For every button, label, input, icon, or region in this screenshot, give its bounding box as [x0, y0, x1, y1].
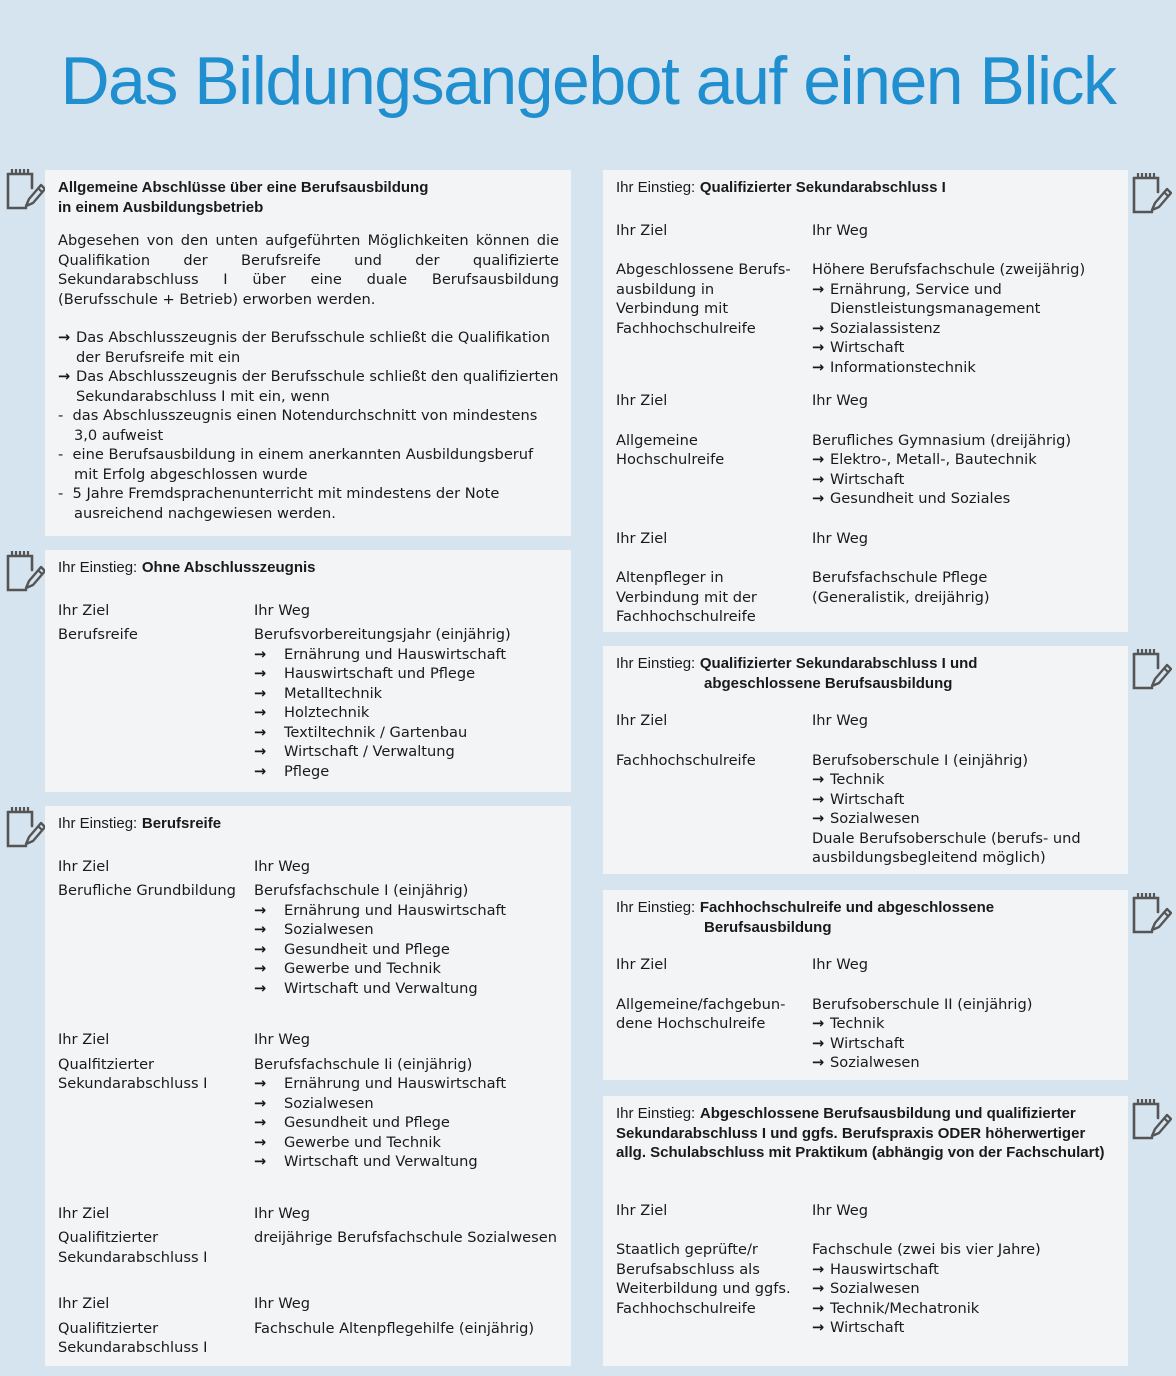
way-value: dreijährige Berufsfachschule Sozialwesen: [254, 1229, 557, 1246]
list-item: → Holztechnik: [254, 703, 559, 723]
card-fachschule: [603, 1096, 1128, 1366]
way-value: Berufsoberschule I (einjährig): [812, 751, 1029, 769]
way-label: Ihr Weg: [812, 392, 869, 409]
list-item: → Wirtschaft: [812, 338, 1116, 358]
list-item: → Gesundheit und Pflege: [254, 1113, 559, 1133]
way-value: Berufliches Gymnasium (dreijährig): [812, 431, 1072, 449]
entry-header: Ihr Einstieg: Abgeschlossene Berufsausbildung und qualifizierter Sekundarabschluss I und ggfs. Berufspraxis ODER höherwertiger allg. Schulabschluss mit Praktikum (abhängig von der Fachschulart): [616, 1105, 1105, 1161]
list-item: → Ernährung und Hauswirtschaft: [254, 1074, 559, 1094]
goal-label: Ihr Ziel: [58, 1031, 110, 1048]
goal-label: Ihr Ziel: [616, 956, 668, 973]
goal-value: Berufsreife: [58, 626, 138, 643]
notepad-pencil-icon: [1128, 170, 1172, 216]
list-item: → Das Abschlusszeugnis der Berufsschule schließt den qualifizierten Sekundarabschluss I mit ein, wenn: [58, 367, 559, 406]
list-item: - eine Berufsausbildung in einem anerkannten Ausbildungsberuf mit Erfolg abgeschlossen wurde: [58, 446, 534, 483]
goal-label: Ihr Ziel: [616, 1201, 668, 1219]
way-label: Ihr Weg: [812, 712, 869, 729]
intro-text: Abgesehen von den unten aufgeführten Möglichkeiten können die Qualifikation der Berufsreife und der qualifizierte Sekundarabschluss I über eine duale Berufsausbildung (Berufsschule + Betrieb) erworben werden.: [58, 232, 559, 308]
way-label: Ihr Weg: [812, 956, 869, 973]
list-item: - das Abschlusszeugnis einen Notendurchschnitt von mindestens 3,0 aufweist: [58, 407, 538, 444]
way-value: Berufsvorbereitungsjahr (einjährig): [254, 626, 511, 643]
entry-header: Ihr Einstieg: Qualifizierter Sekundarabschluss I: [616, 179, 946, 196]
way-label: Ihr Weg: [254, 857, 311, 875]
way-value: Berufsfachschule I (einjährig): [254, 882, 469, 899]
entry-header: Ihr Einstieg: Fachhochschulreife und abgeschlossene Berufsausbildung: [616, 899, 995, 936]
list-item: → Wirtschaft: [812, 1034, 1116, 1054]
list-item: → Hauswirtschaft: [812, 1260, 1116, 1280]
list-item: → Das Abschlusszeugnis der Berufsschule schließt die Qualifikation der Berufsreife mit ein: [58, 328, 559, 367]
goal-value: Qualfitzierter Sekundarabschluss I: [58, 1055, 208, 1092]
list-item: → Metalltechnik: [254, 684, 559, 704]
list-item: → Wirtschaft: [812, 1318, 1116, 1338]
way-label: Ihr Weg: [254, 1295, 311, 1312]
list-item: → Wirtschaft / Verwaltung: [254, 742, 559, 762]
goal-value: Abgeschlossene Berufs-ausbildung in Verbindung mit Fachhochschulreife: [616, 261, 791, 337]
notepad-pencil-icon: [1128, 890, 1172, 936]
card-berufsreife: [45, 806, 571, 1366]
list-item: → Sozialwesen: [812, 1279, 1116, 1299]
way-value: Fachschule (zwei bis vier Jahre): [812, 1241, 1041, 1258]
card-general: [45, 170, 571, 536]
list-item: → Gesundheit und Soziales: [812, 489, 1116, 509]
way-value: Berufsoberschule II (einjährig): [812, 995, 1033, 1013]
goal-label: Ihr Ziel: [616, 529, 668, 547]
list-item: → Sozialwesen: [812, 809, 1116, 829]
list-item: → Wirtschaft und Verwaltung: [254, 979, 559, 999]
entry-header: Ihr Einstieg: Qualifizierter Sekundarabschluss I und abgeschlossene Berufsausbildung: [616, 655, 978, 692]
list-item: → Pflege: [254, 762, 559, 782]
way-label: Ihr Weg: [812, 221, 869, 239]
way-value: Berufsfachschule Ii (einjährig): [254, 1055, 473, 1073]
goal-value: Qualifitzierter Sekundarabschluss I: [58, 1229, 208, 1266]
entry-header: Ihr Einstieg: Berufsreife: [58, 815, 222, 832]
card-qual-sek-1-berufsausbildung: [603, 646, 1128, 874]
card-qual-sek-1: [603, 170, 1128, 632]
way-extra: Duale Berufsoberschule (berufs- und ausbildungsbegleitend möglich): [812, 829, 1081, 866]
list-item: → Wirtschaft: [812, 470, 1116, 490]
card-heading: Allgemeine Abschlüsse über eine Berufsausbildung in einem Ausbildungsbetrieb: [58, 179, 429, 216]
list-item: → Wirtschaft und Verwaltung: [254, 1152, 559, 1172]
way-label: Ihr Weg: [812, 529, 869, 547]
card-fachhochschulreife: [603, 890, 1128, 1080]
way-value: Berufsfachschule Pflege (Generalistik, dreijährig): [812, 569, 990, 606]
list-item: → Hauswirtschaft und Pflege: [254, 664, 559, 684]
list-item: - 5 Jahre Fremdsprachenunterricht mit mindestens der Note ausreichend nachgewiesen werden.: [58, 485, 500, 522]
list-item: → Ernährung und Hauswirtschaft: [254, 901, 559, 921]
goal-value: Allgemeine Hochschulreife: [616, 431, 725, 468]
list-item: → Elektro-, Metall-, Bautechnik: [812, 450, 1116, 470]
notepad-pencil-icon: [1128, 646, 1172, 692]
list-item: → Gesundheit und Pflege: [254, 940, 559, 960]
list-item: → Informationstechnik: [812, 358, 1116, 378]
goal-value: Qualifitzierter Sekundarabschluss I: [58, 1319, 208, 1356]
goal-value: Altenpfleger in Verbindung mit der Fachhochschulreife: [616, 569, 757, 625]
goal-label: Ihr Ziel: [616, 712, 668, 729]
page-title: Das Bildungsangebot auf einen Blick: [60, 43, 1116, 119]
goal-value: Staatlich geprüfte/r Berufsabschluss als Weiterbildung und ggfs. Fachhochschulreife: [616, 1241, 791, 1317]
list-item: → Gewerbe und Technik: [254, 1133, 559, 1153]
list-item: → Technik: [812, 770, 1116, 790]
list-item: → Ernährung und Hauswirtschaft: [254, 645, 559, 665]
list-item: → Wirtschaft: [812, 790, 1116, 810]
way-label: Ihr Weg: [254, 1204, 311, 1222]
list-item: → Technik: [812, 1014, 1116, 1034]
goal-label: Ihr Ziel: [58, 1295, 110, 1312]
list-item: → Textiltechnik / Gartenbau: [254, 723, 559, 743]
list-item: → Sozialwesen: [254, 920, 559, 940]
goal-value: Allgemeine/fachgebun-dene Hochschulreife: [616, 995, 786, 1032]
goal-value: Fachhochschulreife: [616, 751, 756, 769]
list-item: → Ernährung, Service und Dienstleistungsmanagement: [812, 280, 1116, 319]
notepad-pencil-icon: [1128, 1096, 1172, 1142]
notepad-pencil-icon: [2, 548, 46, 594]
list-item: → Sozialassistenz: [812, 319, 1116, 339]
goal-label: Ihr Ziel: [58, 1204, 110, 1222]
way-label: Ihr Weg: [812, 1201, 869, 1219]
notepad-pencil-icon: [2, 166, 46, 212]
notepad-pencil-icon: [2, 804, 46, 850]
list-item: → Sozialwesen: [254, 1094, 559, 1114]
goal-label: Ihr Ziel: [58, 601, 110, 619]
goal-label: Ihr Ziel: [616, 392, 668, 409]
goal-label: Ihr Ziel: [58, 857, 110, 875]
list-item: → Technik/Mechatronik: [812, 1299, 1116, 1319]
goal-value: Berufliche Grundbildung: [58, 882, 236, 899]
list-item: → Sozialwesen: [812, 1053, 1116, 1073]
goal-label: Ihr Ziel: [616, 221, 668, 239]
way-value: Höhere Berufsfachschule (zweijährig): [812, 261, 1086, 278]
way-label: Ihr Weg: [254, 1031, 311, 1048]
card-ohne-abschluss: [45, 550, 571, 792]
way-value: Fachschule Altenpflegehilfe (einjährig): [254, 1319, 535, 1337]
entry-header: Ihr Einstieg: Ohne Abschlusszeugnis: [58, 559, 316, 576]
list-item: → Gewerbe und Technik: [254, 959, 559, 979]
way-label: Ihr Weg: [254, 601, 311, 619]
